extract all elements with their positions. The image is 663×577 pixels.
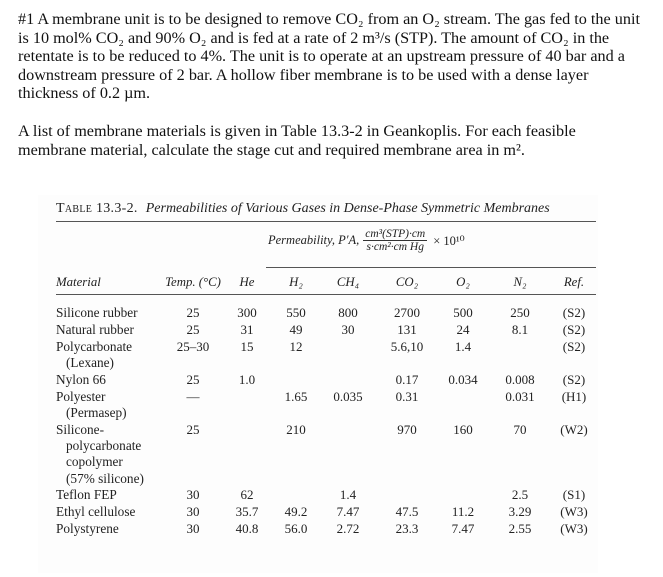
cell-he: 15 xyxy=(240,338,254,354)
cell-he: 31 xyxy=(240,321,254,337)
units-fraction xyxy=(363,228,427,253)
cell-ref: (S2) xyxy=(562,321,586,337)
cell-ch4: 0.035 xyxy=(333,388,363,404)
cell-n2: 2.5 xyxy=(511,487,529,503)
table-number: Table 13.3-2. xyxy=(56,201,138,216)
units-multiplier: × 10¹⁰ xyxy=(433,233,465,248)
permeability-label: Permeability, P′A, xyxy=(268,233,360,247)
cell-co2: 970 xyxy=(397,421,417,437)
cell-h2: 12 xyxy=(289,338,303,354)
material-name: Silicone- xyxy=(56,421,105,437)
cell-co2: 47.5 xyxy=(395,504,419,520)
cell-h2: 210 xyxy=(286,421,306,437)
cell-o2: 160 xyxy=(453,421,473,437)
cell-ch4: 7.47 xyxy=(336,504,360,520)
material-name: (57% silicone) xyxy=(66,470,144,486)
cell-o2: 7.47 xyxy=(451,520,475,536)
cell-n2: 8.1 xyxy=(511,321,529,337)
cell-h2: 1.65 xyxy=(284,388,308,404)
problem-statement: #1 A membrane unit is to be designed to remove CO₂ from an O₂ stream. The gas fed to the unit is 10 mol% CO₂ and 90% O₂ and is fed at a rate of 2 m³/s (STP). The amount of CO₂ in the retentate is to be reduced to 4%. The unit is to operate at an upstream pressure of 40 bar and a downstream pressure of 2 bar. A hollow fiber membrane is to be used with a dense layer thickness of 0.2 µm. xyxy=(18,10,640,102)
header-ch4: CH₄ xyxy=(336,275,360,289)
cell-co2: 23.3 xyxy=(395,520,419,536)
cell-o2: 0.034 xyxy=(448,371,478,387)
cell-h2: 49.2 xyxy=(284,504,308,520)
problem-task: A list of membrane materials is given in Table 13.3-2 in Geankoplis. For each feasible membrane material, calculate the stage cut and required membrane area in m². xyxy=(18,122,576,159)
header-material: Material xyxy=(56,275,101,289)
material-name: (Permasep) xyxy=(66,404,127,420)
cell-ref: (S2) xyxy=(562,305,586,320)
cell-co2: 5.6,10 xyxy=(390,338,424,354)
header-n2: N₂ xyxy=(513,275,527,289)
material-name: Silicone rubber xyxy=(56,305,138,320)
cell-ref: (H1) xyxy=(561,388,587,404)
header-ref: Ref. xyxy=(563,275,585,289)
cell-o2: 1.4 xyxy=(454,338,472,354)
cell-temp: 30 xyxy=(186,520,200,536)
cell-h2: 550 xyxy=(286,305,306,320)
cell-o2: 24 xyxy=(456,321,470,337)
cell-temp: 30 xyxy=(186,487,200,503)
cell-ch4: 1.4 xyxy=(339,487,357,503)
permeability-units xyxy=(268,228,465,253)
top-rule xyxy=(56,221,596,222)
cell-temp: 25 xyxy=(186,305,200,320)
cell-h2: 56.0 xyxy=(284,520,308,536)
cell-ch4: 2.72 xyxy=(336,520,360,536)
material-name: polycarbonate xyxy=(66,437,142,453)
table-title: Permeabilities of Various Gases in Dense-Phase Symmetric Membranes xyxy=(145,201,550,216)
cell-n2: 70 xyxy=(513,421,527,437)
material-name: Teflon FEP xyxy=(56,487,117,503)
material-name: Ethyl cellulose xyxy=(56,504,136,520)
cell-temp: 25 xyxy=(186,421,200,437)
material-name: copolymer xyxy=(66,454,123,470)
units-denominator: s·cm²·cm Hg xyxy=(366,241,424,253)
permeability-table xyxy=(38,195,598,573)
cell-n2: 3.29 xyxy=(508,504,532,520)
cell-temp: — xyxy=(186,388,200,404)
material-name: (Lexane) xyxy=(66,354,114,370)
cell-o2: 11.2 xyxy=(451,504,475,520)
cell-co2: 0.17 xyxy=(395,371,419,387)
cell-n2: 0.008 xyxy=(505,371,535,387)
cell-n2: 250 xyxy=(510,305,530,320)
cell-ch4: 800 xyxy=(338,305,358,320)
cell-he: 62 xyxy=(240,487,254,503)
cell-temp: 30 xyxy=(186,504,200,520)
cell-co2: 0.31 xyxy=(395,388,419,404)
material-name: Polyester xyxy=(56,388,106,404)
cell-n2: 0.031 xyxy=(505,388,535,404)
header-o2: O₂ xyxy=(456,275,470,289)
material-name: Natural rubber xyxy=(56,321,134,337)
cell-h2: 49 xyxy=(289,321,303,337)
material-name: Nylon 66 xyxy=(56,371,106,387)
cell-he: 300 xyxy=(237,305,257,320)
header-he: He xyxy=(239,275,255,289)
units-numerator: cm³(STP)·cm xyxy=(365,228,426,240)
cell-ref: (W3) xyxy=(560,520,588,536)
cell-ref: (S2) xyxy=(562,371,586,387)
cell-he: 40.8 xyxy=(235,520,259,536)
cell-ref: (S1) xyxy=(562,487,586,503)
table-caption xyxy=(56,201,550,217)
cell-ch4: 30 xyxy=(341,321,355,337)
cell-o2: 500 xyxy=(453,305,473,320)
cell-ref: (W2) xyxy=(560,421,588,437)
cell-co2: 2700 xyxy=(394,305,420,320)
cell-n2: 2.55 xyxy=(508,520,532,536)
cell-ref: (S2) xyxy=(562,338,586,354)
header-h2: H₂ xyxy=(289,275,303,289)
header-rule xyxy=(56,294,596,295)
cell-he: 1.0 xyxy=(238,371,256,387)
cell-he: 35.7 xyxy=(235,504,259,520)
material-name: Polycarbonate xyxy=(56,338,133,354)
cell-temp: 25–30 xyxy=(176,338,210,354)
cell-temp: 25 xyxy=(186,371,200,387)
header-co2: CO₂ xyxy=(395,275,419,289)
header-temp: Temp. (°C) xyxy=(165,275,221,289)
cell-ref: (W3) xyxy=(560,504,588,520)
cell-co2: 131 xyxy=(397,321,417,337)
material-name: Polystyrene xyxy=(56,520,119,536)
cell-temp: 25 xyxy=(186,321,200,337)
permeability-rule xyxy=(266,267,596,268)
